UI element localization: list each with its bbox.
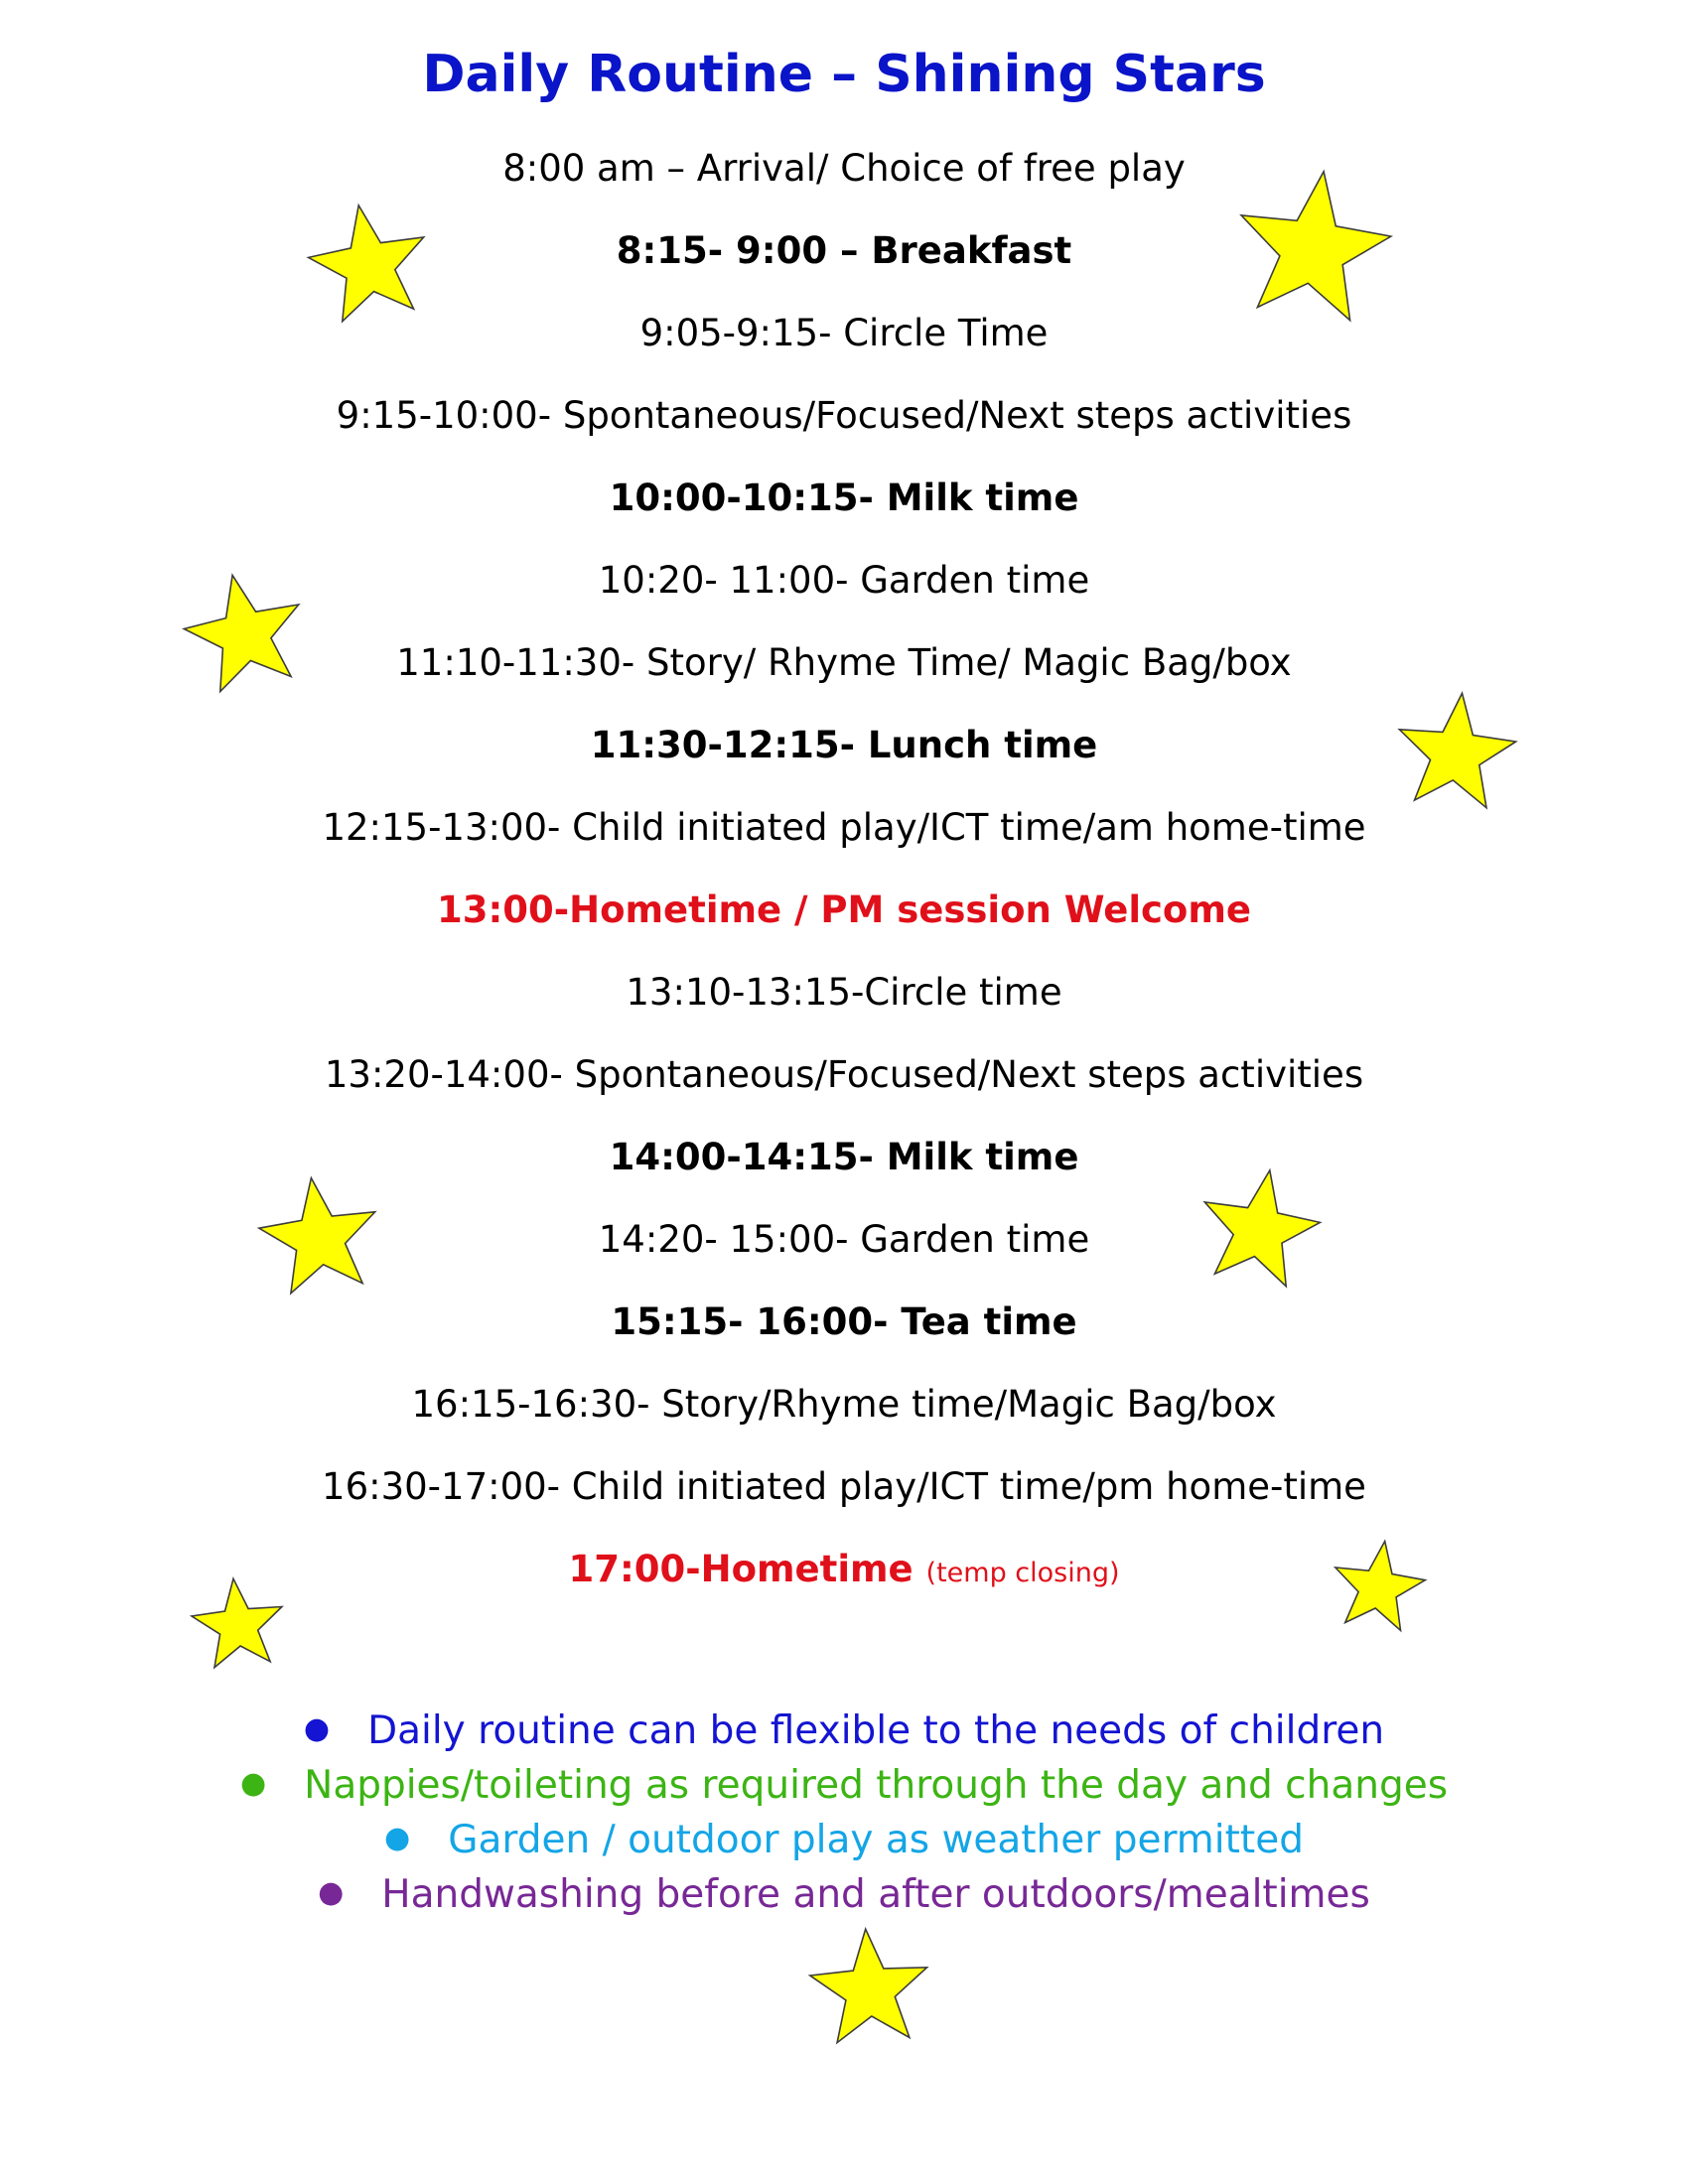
schedule-item-highlight: 13:00-Hometime / PM session Welcome bbox=[436, 888, 1252, 931]
schedule-item: 16:30-17:00- Child initiated play/ICT time/pm home-time bbox=[322, 1465, 1366, 1508]
schedule-item: 14:00-14:15- Milk time bbox=[609, 1136, 1079, 1178]
schedule-item: 9:15-10:00- Spontaneous/Focused/Next steps activities bbox=[336, 394, 1352, 437]
schedule-item: 15:15- 16:00- Tea time bbox=[611, 1300, 1077, 1343]
schedule-item: 12:15-13:00- Child initiated play/ICT time/am home-time bbox=[322, 806, 1366, 849]
note-item bbox=[0, 1869, 1688, 1923]
page-title: Daily Routine – Shining Stars bbox=[422, 45, 1266, 104]
note-text: Nappies/toileting as required through the day and changes bbox=[304, 1763, 1449, 1808]
schedule-item-closing bbox=[0, 1545, 1688, 1598]
schedule-item: 14:20- 15:00- Garden time bbox=[598, 1218, 1090, 1261]
note-text: Garden / outdoor play as weather permitted bbox=[448, 1818, 1304, 1862]
schedule-item: 11:10-11:30- Story/ Rhyme Time/ Magic Bag/box bbox=[396, 641, 1292, 684]
schedule-item: 16:15-16:30- Story/Rhyme time/Magic Bag/box bbox=[411, 1383, 1277, 1426]
note-item bbox=[0, 1760, 1688, 1814]
schedule-item: 9:05-9:15- Circle Time bbox=[639, 312, 1049, 354]
closing-note: (temp closing) bbox=[925, 1558, 1120, 1588]
schedule-item: 11:30-12:15- Lunch time bbox=[590, 724, 1098, 766]
star-icon bbox=[810, 1929, 927, 2042]
note-text: Daily routine can be flexible to the needs of children bbox=[367, 1708, 1385, 1753]
schedule-item: 8:00 am – Arrival/ Choice of free play bbox=[502, 147, 1186, 190]
bullet-icon: ● bbox=[384, 1820, 411, 1855]
closing-time: 17:00-Hometime bbox=[568, 1548, 914, 1590]
schedule-item: 13:10-13:15-Circle time bbox=[626, 971, 1062, 1014]
schedule-item: 10:20- 11:00- Garden time bbox=[598, 559, 1090, 602]
bullet-icon: ● bbox=[318, 1874, 345, 1910]
bullet-icon: ● bbox=[239, 1765, 267, 1801]
note-text: Handwashing before and after outdoors/mealtimes bbox=[381, 1872, 1370, 1917]
bullet-icon: ● bbox=[303, 1710, 331, 1746]
note-item bbox=[0, 1706, 1688, 1759]
schedule-item: 8:15- 9:00 – Breakfast bbox=[616, 229, 1072, 272]
note-item bbox=[0, 1815, 1688, 1868]
schedule-item: 13:20-14:00- Spontaneous/Focused/Next steps activities bbox=[324, 1053, 1364, 1096]
schedule-item: 10:00-10:15- Milk time bbox=[609, 477, 1079, 519]
